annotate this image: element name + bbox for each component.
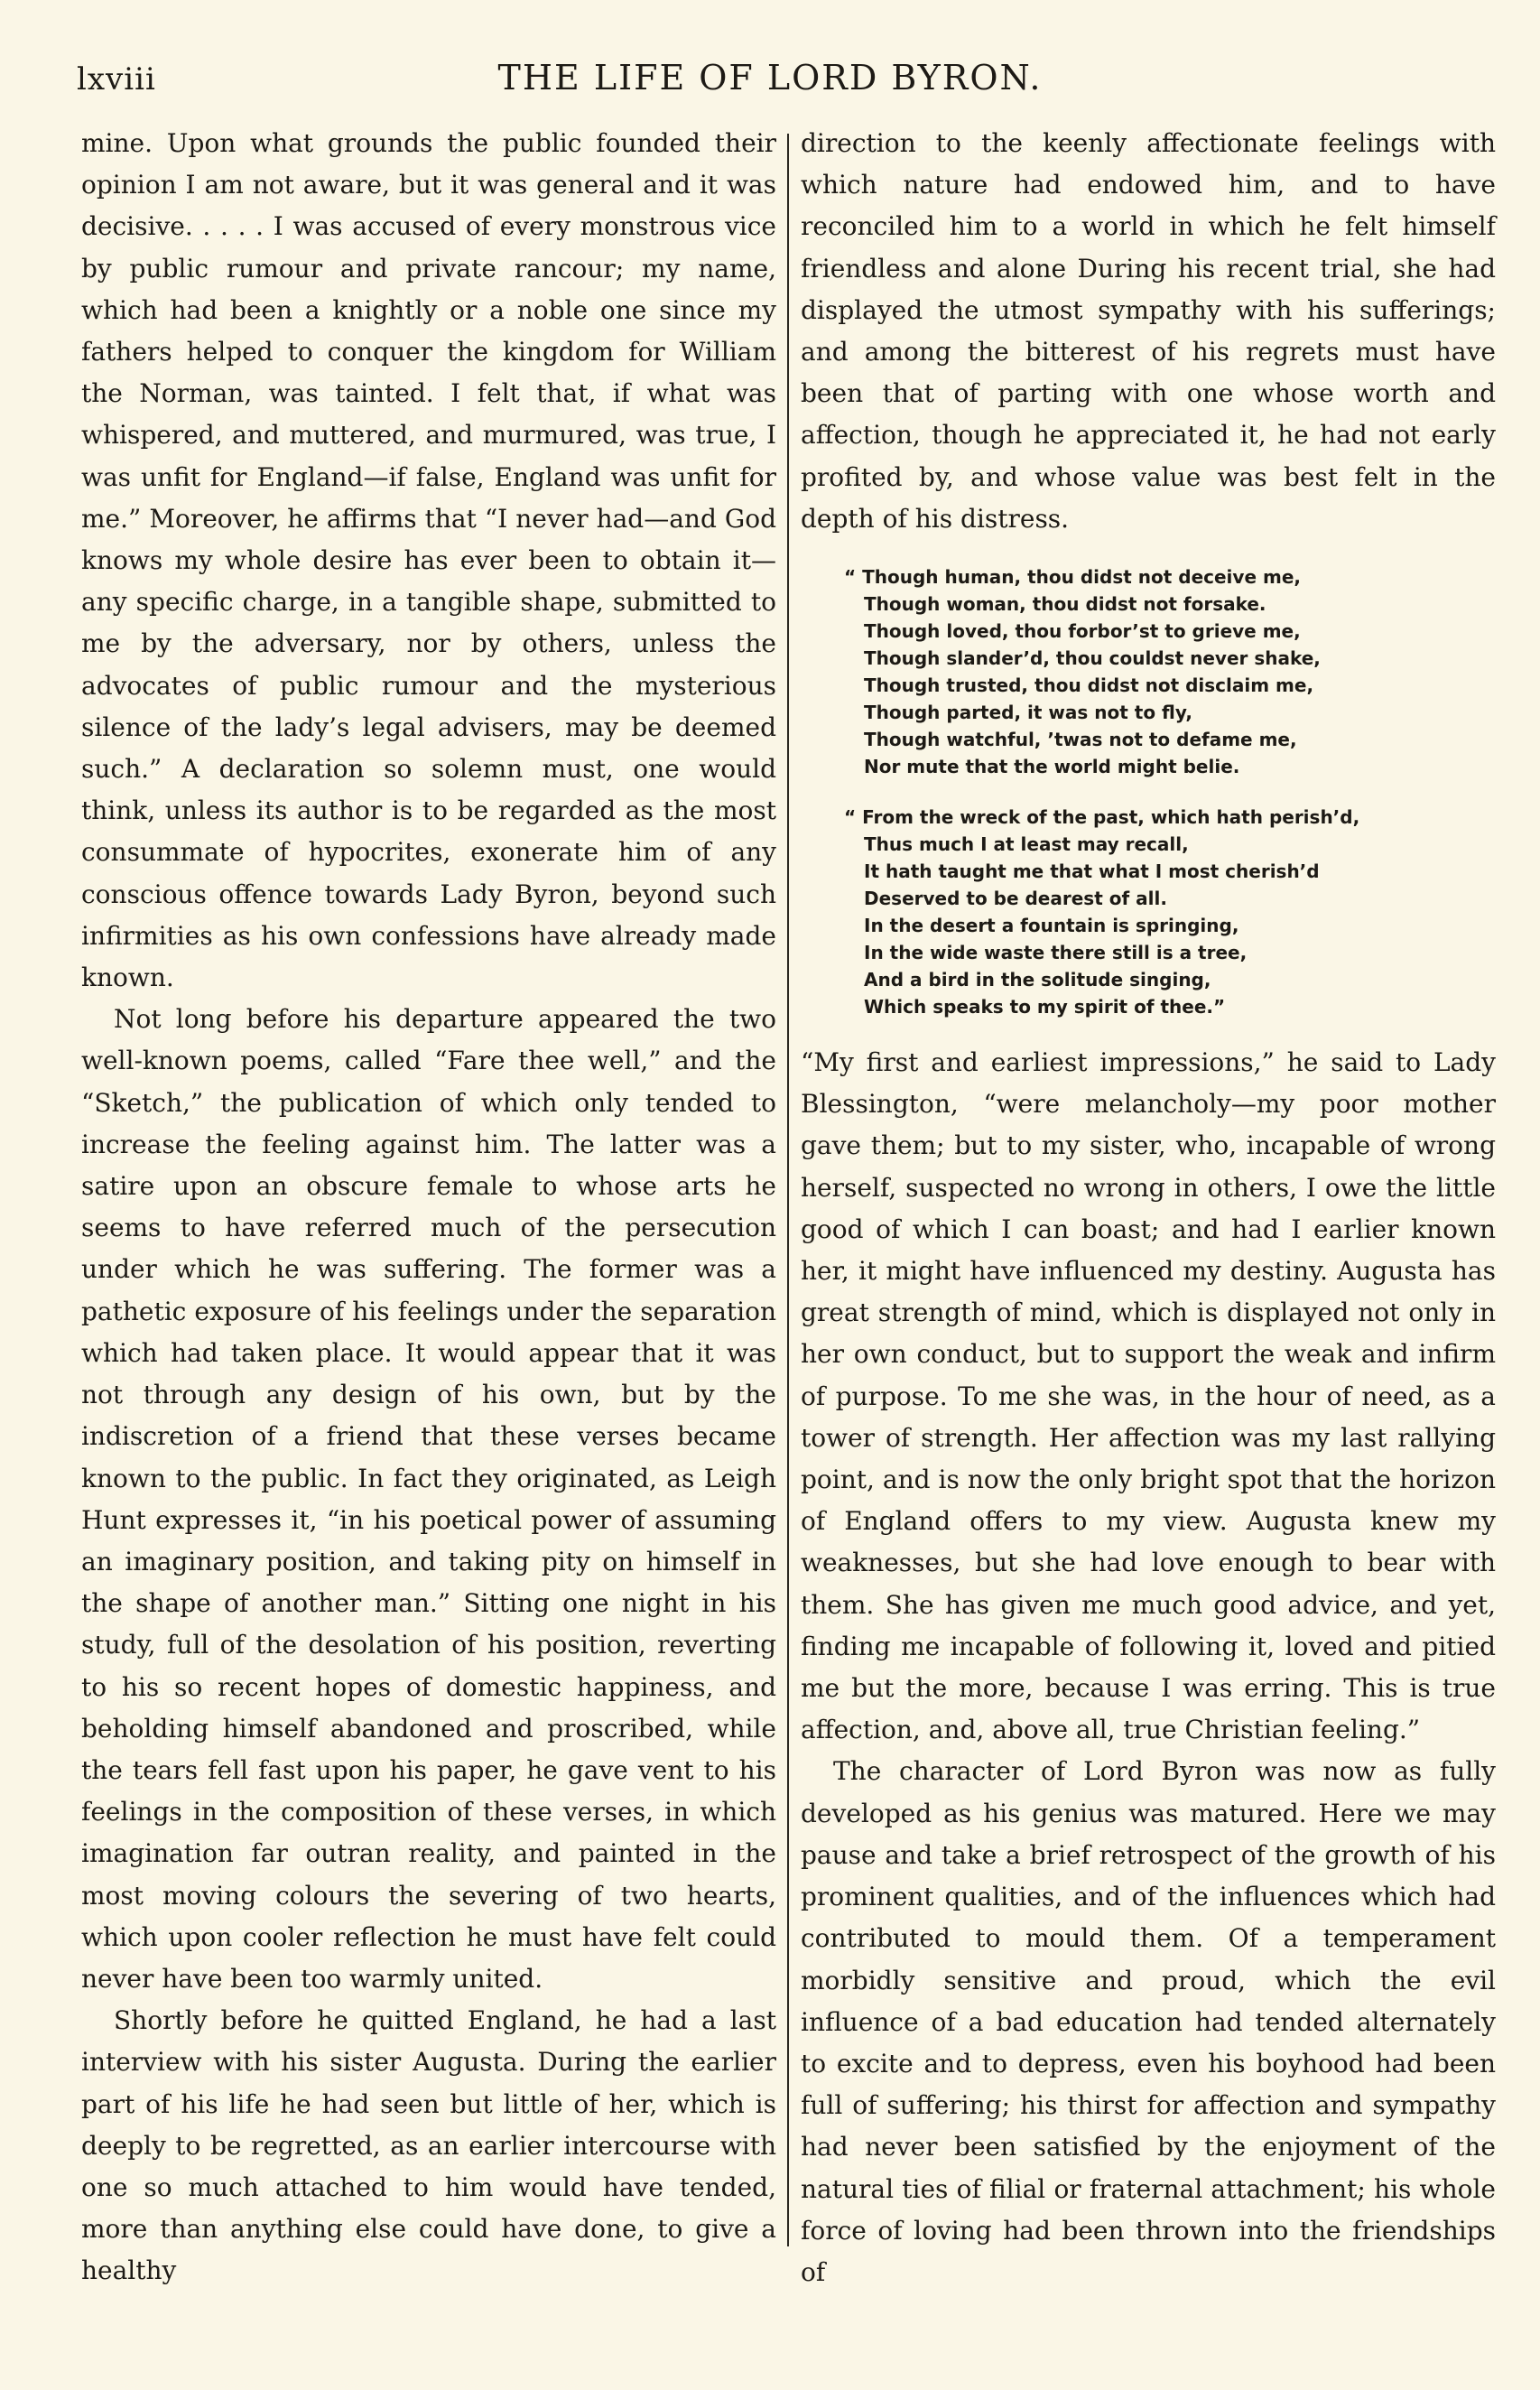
page-header xyxy=(77,54,1463,108)
poem-line: In the desert a fountain is springing, xyxy=(864,915,1239,937)
column-divider xyxy=(787,134,789,2246)
poem-line: Though loved, thou forbor’st to grieve me, xyxy=(864,620,1301,643)
paragraph: Shortly before he quitted England, he had a last interview with his sister Augusta. During the earlier part of his life he had seen but little of her, which is deeply to be regretted, as an earlier intercourse with one so much attached to him would have tended, more than anything else could have done, to give a healthy xyxy=(81,2005,776,2286)
poem-stanza xyxy=(844,563,1496,780)
poem-line: It hath taught me that what I most cherish’d xyxy=(864,860,1320,883)
paragraph: “My first and earliest impressions,” he said to Lady Blessington, “were melancholy—my poor mother gave them; but to my sister, who, incapable of wrong herself, suspected no wrong in others, I owe the little good of which I can boast; and had I earlier known her, it might have influenced my destiny. Augusta has great strength of mind, which is displayed not only in her own conduct, but to support the weak and infirm of purpose. To me she was, in the hour of need, as a tower of strength. Her affection was my last rallying point, and is now the only bright spot that the horizon of England offers to my view. Augusta knew my weaknesses, but she had love enough to bear with them. She has given me much good advice, and yet, finding me incapable of following it, loved and pitied me but the more, because I was erring. This is true affection, and, above all, true Christian feeling.” xyxy=(801,1047,1496,1745)
poem-line: Though slander’d, thou couldst never shake, xyxy=(864,647,1321,670)
running-title: THE LIFE OF LORD BYRON. xyxy=(497,58,1043,98)
page-number: lxviii xyxy=(77,61,156,98)
poem-line: And a bird in the solitude singing, xyxy=(864,969,1211,991)
poem-line: Though woman, thou didst not forsake. xyxy=(864,593,1266,616)
right-column xyxy=(801,123,1496,2293)
poem-line: Nor mute that the world might belie. xyxy=(864,756,1240,778)
paragraph: Not long before his departure appeared the two well-known poems, called “Fare thee well,” and the “Sketch,” the publication of which only tended to increase the feeling against him. The latter was a satire upon an obscure female to whose arts he seems to have referred much of the persecution under which he was suffering. The former was a pathetic exposure of his feelings under the separation which had taken place. It would appear that it was not through any design of his own, but by the indiscretion of a friend that these verses became known to the public. In fact they originated, as Leigh Hunt expresses it, “in his poetical power of assuming an imaginary position, and taking pity on himself in the shape of another man.” Sitting one night in his study, full of the desolation of his position, reverting to his so recent hopes of domestic happiness, and beholding himself abandoned and proscribed, while the tears fell fast upon his paper, he gave vent to his feelings in the composition of these verses, in which imagination far outran reality, and painted in the most moving colours the severing of two hearts, which upon cooler reflection he must have felt could never have been too warmly united. xyxy=(81,1004,776,1994)
left-column xyxy=(81,123,776,2292)
poem-line: Thus much I at least may recall, xyxy=(864,833,1189,856)
poem-line: In the wide waste there still is a tree, xyxy=(864,942,1248,964)
paragraph: direction to the keenly affectionate feelings with which nature had endowed him, and to have reconciled him to a world in which he felt himself friendless and alone During his recent trial, she had displayed the utmost sympathy with his sufferings; and among the bitterest of his regrets must have been that of parting with one whose worth and affection, though he appreciated it, he had not early profited by, and whose value was best felt in the depth of his distress. xyxy=(801,128,1496,534)
poem-line: Which speaks to my spirit of thee.” xyxy=(864,996,1226,1018)
paragraph: mine. Upon what grounds the public founded their opinion I am not aware, but it was general and it was decisive. . . . . I was accused of every monstrous vice by public rumour and private rancour; my name, which had been a knightly or a noble one since my fathers helped to conquer the kingdom for William the Norman, was tainted. I felt that, if what was whispered, and muttered, and murmured, was true, I was unfit for England—if false, England was unfit for me.” Moreover, he affirms that “I never had—and God knows my whole desire has ever been to obtain it—any specific charge, in a tangible shape, submitted to me by the adversary, nor by others, unless the advocates of public rumour and the mysterious silence of the lady’s legal advisers, may be deemed such.” A declaration so solemn must, one would think, unless its author is to be regarded as the most consummate of hypocrites, exonerate him of any conscious offence towards Lady Byron, beyond such infirmities as his own confessions have already made known. xyxy=(81,128,776,993)
poem-line: Though watchful, ’twas not to defame me, xyxy=(864,729,1297,751)
poem-line: Though parted, it was not to fly, xyxy=(864,702,1192,724)
poem-quotation xyxy=(844,563,1496,1020)
poem-line: Deserved to be dearest of all. xyxy=(864,888,1167,910)
poem-line: “ Though human, thou didst not deceive me, xyxy=(844,566,1301,589)
poem-line: Though trusted, thou didst not disclaim me, xyxy=(864,674,1314,697)
poem-line: “ From the wreck of the past, which hath perish’d, xyxy=(844,806,1360,829)
paragraph: The character of Lord Byron was now as fully developed as his genius was matured. Here we may pause and take a brief retrospect of the growth of his prominent qualities, and of the influences which had contributed to mould them. Of a temperament morbidly sensitive and proud, which the evil influence of a bad education had tended alternately to excite and to depress, even his boyhood had been full of suffering; his thirst for affection and sympathy had never been satisfied by the enjoyment of the natural ties of filial or fraternal attachment; his whole force of loving had been thrown into the friendships of xyxy=(801,1756,1496,2287)
poem-stanza xyxy=(844,804,1496,1020)
